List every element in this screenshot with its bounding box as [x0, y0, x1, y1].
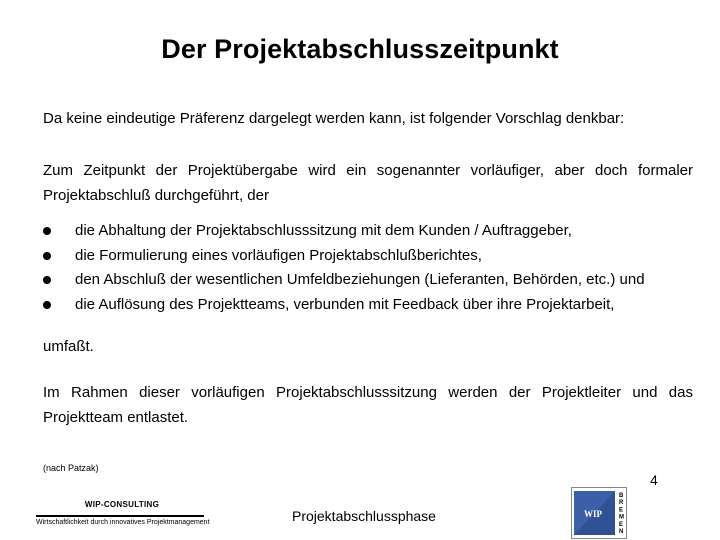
- footer-divider: [36, 515, 204, 517]
- svg-text:WIP: WIP: [584, 509, 602, 519]
- bullet-dot-icon: [43, 276, 51, 284]
- company-tagline: Wirtschaftlichkeit durch innovatives Projektmanagement: [36, 518, 210, 526]
- bullet-item: [43, 293, 645, 318]
- bullet-text: die Abhaltung der Projektabschlusssitzung mit dem Kunden / Auftraggeber,: [75, 222, 572, 239]
- bullet-dot-icon: [43, 227, 51, 235]
- closing-text: umfaßt.: [43, 338, 94, 355]
- bullet-item: [43, 244, 645, 269]
- bullet-dot-icon: [43, 301, 51, 309]
- bullet-list: [43, 219, 645, 317]
- logo-letter: E: [619, 521, 624, 528]
- slide-title: Der Projektabschlusszeitpunkt: [161, 34, 559, 64]
- source-note: (nach Patzak): [43, 463, 99, 473]
- intro-text: Da keine eindeutige Präferenz dargelegt werden kann, ist folgender Vorschlag denkbar:: [43, 110, 625, 127]
- logo-letter: N: [619, 529, 624, 535]
- logo-letter: R: [619, 500, 624, 507]
- footer-branding: [36, 500, 208, 526]
- bullet-text: die Formulierung eines vorläufigen Projektabschlußberichtes,: [75, 246, 482, 264]
- lead-paragraph: Zum Zeitpunkt der Projektübergabe wird ein sogenannter vorläufiger, aber doch formaler Projektabschluß durchgeführt, der: [43, 162, 693, 204]
- phase-label: Projektabschlussphase: [292, 508, 436, 524]
- logo-letter: B: [619, 493, 624, 499]
- logo-letter: E: [619, 507, 624, 514]
- framework-paragraph: Im Rahmen dieser vorläufigen Projektabschlusssitzung werden der Projektleiter und das Projektteam entlastet.: [43, 384, 693, 426]
- wip-bremen-logo: [571, 487, 627, 539]
- bullet-text: den Abschluß der wesentlichen Umfeldbeziehungen (Lieferanten, Behörden, etc.) und: [75, 271, 645, 288]
- bullet-text: die Auflösung des Projektteams, verbunden mit Feedback über ihre Projektarbeit,: [75, 295, 615, 313]
- bullet-item: [43, 219, 645, 244]
- bullet-dot-icon: [43, 252, 51, 260]
- bullet-item: [43, 268, 645, 293]
- logo-letter: M: [619, 514, 624, 521]
- page-number: 4: [650, 472, 658, 488]
- company-name: WIP-CONSULTING: [84, 500, 160, 509]
